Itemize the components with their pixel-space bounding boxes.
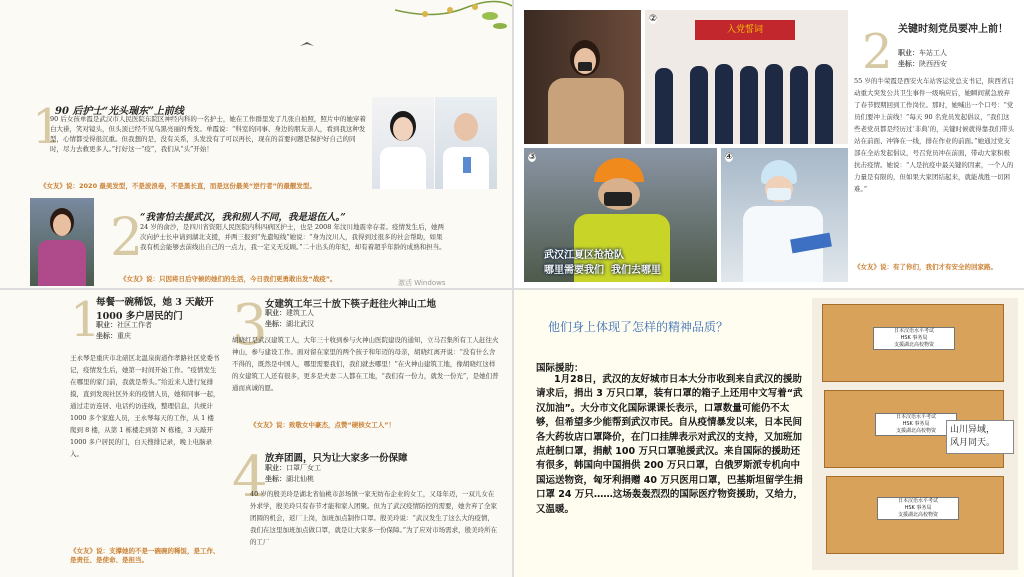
question-heading: 他们身上体现了怎样的精神品质？ (548, 320, 729, 334)
bird-icon (300, 42, 314, 50)
photo-label-3: ③ (528, 152, 537, 162)
panel-nurses (0, 0, 512, 288)
section-number-2: 2 (110, 208, 144, 268)
mask-box-3 (826, 476, 1004, 554)
photo-label-2: ② (649, 14, 658, 24)
job-value: 车站工人 (919, 49, 947, 57)
job3-value: 建筑工人 (286, 309, 314, 317)
coord-value: 陕西西安 (919, 60, 947, 68)
heading-nurse: 90 后护士“光头瑞东”上前线 (55, 106, 184, 117)
note-builder: 《女友》说：致敬女中豪杰，点赞“硬核女工人”！ (250, 421, 396, 429)
section-number-2b: 2 (862, 24, 893, 80)
poem-note: 山川异域， 风月同天。 (946, 420, 1014, 454)
woman-fur-coat-photo (524, 10, 641, 144)
mask-factory-photo (721, 148, 848, 282)
aid-body: 1月28日，武汉的友好城市日本大分市收到来自武汉的援助请求后，捐出 3 万只口罩，装有口罩的箱子上还用中文写着“武汉加油”。大分市文化国际课课长表示，口罩数量可能仍不太够，但希望多少能帮到武汉市民。自从疫情暴发以来，日本民间各大药妆店口罩降价，在门口挂牌表示对武汉的支持，又加班加点赶制口罩，捐献 100 万只口罩驰援武汉。来自国际的援助还有很多，韩国向中国捐供 200 万只口罩，白俄罗斯派专机向中国运送物资，匈牙利捐赠 40 万只医用口罩，巴基斯坦留学生捐口罩 24 万只……这场轰轰烈烈的国际医疗物资援助，又给力，又温暖。 (536, 374, 803, 515)
note-community: 《女友》说：支撑她的不是一碗碗的稀饭，是工作、是责任、是使命、是担当。 (70, 547, 220, 564)
box-label-1: 日本汉语水平考试 HSK 事务局 支援湖北高校物资 (873, 327, 955, 350)
box-label-2: 日本汉语水平考试 HSK 事务局 支援湖北高校物资 (875, 413, 957, 436)
heading-builder: 女建筑工年三十放下筷子赶往火神山工地 (265, 299, 437, 310)
party-oath-photo (645, 10, 848, 144)
mask-box-1 (822, 304, 1004, 382)
section-heading: 国际援助： (536, 363, 584, 374)
section-number-4: 4 (232, 445, 268, 510)
worker-caption: 武汉江夏区抢抢队 哪里需要我们 我们去哪里 (544, 250, 661, 276)
construction-worker-photo (524, 148, 717, 282)
coord1-value: 重庆 (117, 332, 131, 340)
oath-banner: 入党誓词 (695, 20, 795, 40)
body-nurse: 90 后女孩单霞是武汉市人民医院东院区神经内科的一名护士，她在工作群里发了几张自拍照，照片中的她穿着白大褂，笑对镜头，但头顶已经不见乌黑亮丽的秀发。单霞说：“科室的同事、身边的朋友亲人，看到我这种发型，心情都受得很沉重。但我想的是，没有关系，头发没有了可以再长，现在的首要问题是保护好自己的同时，尽力去救更多人。”打好这一“疫”，我们从“头”开始！ (50, 115, 366, 153)
note-veteran: 《女友》说：只因将日后守候的她们的生活，今日我们更勇敢出发“战疫”。 (120, 275, 337, 283)
box-label-3: 日本汉语水平考试 HSK 事务局 支援湖北高校物资 (877, 497, 959, 520)
job1-value: 社区工作者 (117, 321, 152, 329)
section-number-3: 3 (232, 293, 268, 358)
panel-international-aid (514, 290, 1024, 577)
panel-community (0, 290, 512, 577)
heading-veteran: “我害怕去援武汉，我和别人不同，我是退伍人。” (140, 212, 346, 223)
photo-label-4: ④ (725, 152, 734, 162)
mask-boxes-photo (812, 298, 1018, 570)
nurse-pink-photo (30, 198, 94, 286)
heading-mask-worker: 放弃团圆，只为让大家多一份保障 (265, 453, 408, 464)
uniform-group (645, 58, 848, 144)
coord4-value: 湖北仙桃 (286, 475, 314, 483)
body-veteran: 24 岁的俞沙，是四川省资阳人民医院内科四病区护士，也是 2008 年汶川地震幸存者。疫情发生后，她两次向护士长申请到湖北支援，并两三报到“先遣短线”她说：“身为汶川人，我得到过很多的社会帮助，如果我有机会能够去前线出自己的一点力，我一定义无反顾。”二十出头的年纪，却有着超乎年龄的成熟和担当。 (140, 223, 446, 251)
note-station: 《女友》说：有了你们，我们才有安全的回家路。 (854, 263, 997, 271)
windows-watermark: 激活 Windows (398, 279, 446, 287)
body-community: 王永琴是重庆市北碚区北温泉街道作孝路社区党委书记，疫情发生后，她第一时间开始工作。“疫情发生在哪里的家门前，我就是帮头。”给近来人进行复排摸，直到发现社区外来的疫情人员，她和同事一起，通过走访连居、电话约访连线，整理信息，共统计 1000 多个家庭人员，王永琴每天的工作，从 1 楼爬到 8 楼，从第 1 栋楼走到第 N 栋楼，3 天敲开 1000 多户居民的门，白天搜排记录，晚上电脑录入。 (70, 354, 220, 458)
builder-meta: 职业：建筑工人 坐标：湖北武汉 (265, 309, 314, 328)
job4-value: 口罩厂女工 (286, 464, 321, 472)
heading-community: 每餐一碗稀饭，她 3 天敲开 1000 多户居民的门 (96, 297, 214, 322)
section-number-1b: 1 (70, 292, 101, 348)
body-mask-worker: 40 岁的殷美玲是湖北省仙桃市彭场镇一家无纺布企业的女工，又母年迈，一双儿女在外求学，殷美玲只有春节才能和家人团聚。但为了武汉疫情防控的需要，她舍弃了全家团圆的机会，返厂上岗，加班加点制作口罩。殷美玲说：“武汉发生了这么大的疫情，我们在这里加班加点做口罩，就是让大家多一份保障。”为了应对市场需求，殷美玲所在的工厂 (250, 490, 498, 546)
mask-worker-meta: 职业：口罩厂女工 坐标：湖北仙桃 (265, 464, 321, 483)
heading-station: 关键时刻党员要冲上前！ (898, 24, 1008, 35)
station-meta: 职业：车站工人 坐标：陕西西安 (898, 49, 947, 68)
body-station: 55 岁的牛荣霞是西安火车站客运党总支书记，陕西省启动重大突发公共卫生事件一级响应后，她瞬间紧急放弃了春节假期回到工作岗位。那时，她喊出一个口号：“党员们要冲上前线！”每天 90 名党员发起倡议，“我们这些老党员都是经历过‘非典’的，关键时候就得靠我们带头站在前面、冲锋在一线，排在作业的前面。”她通过党支部在全站发起倡议，号召党员冲在前面，带动大家积极抗击疫情。她说：“人是抗疫中最关键的因素，一个人的力量是有限的，但如果大家团结起来，就能战胜一切困难。” (854, 77, 1015, 193)
note-nurse: 《女友》说：2020 最美发型，不是波浪卷，不是黑长直，而是这份最美“逆行者”的最靓发型。 (40, 182, 316, 190)
section-number-1: 1 (32, 99, 63, 155)
community-meta: 职业：社区工作者 坐标：重庆 (96, 321, 152, 340)
nurse-shaved-photo (435, 97, 497, 189)
coord3-value: 湖北武汉 (286, 320, 314, 328)
body-builder: 胡晓红是武汉建筑工人，大年三十收到参与火神山医院建设的通知，立马召集所有工人赶往火神山，参与建设工作。面对留在家里的两个孩子和年迈的母亲，胡晓红离开说：“没有什么舍不得的，既然是中国人，哪里需要我们，我们就去哪里！”在火神山建筑工地，像胡晓红这样的女建筑工人还有很多，更多是夫妻二人都在工地，“我们有一份力，就发一份光”，是她们普通而真诚的愿。 (232, 336, 499, 392)
floral-decoration (395, 0, 512, 40)
panel-workers (514, 0, 1024, 288)
nurse-portrait-photo (372, 97, 434, 189)
